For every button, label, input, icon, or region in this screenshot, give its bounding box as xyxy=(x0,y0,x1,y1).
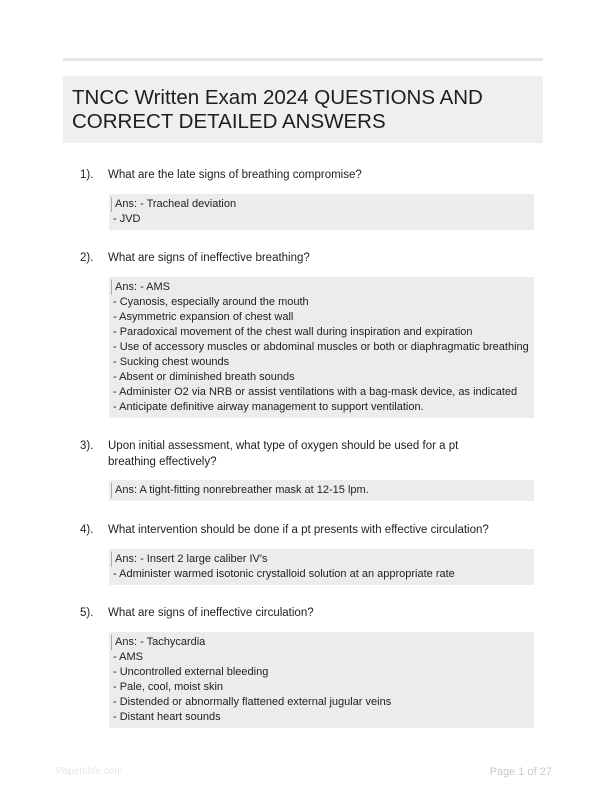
question-text: What are signs of ineffective breathing? xyxy=(108,252,310,264)
question-number: 5). xyxy=(80,607,94,619)
answer-line: Ans: - Insert 2 large caliber IV's xyxy=(111,552,534,567)
answer-line: - Anticipate definitive airway management to support ventilation. xyxy=(113,401,424,413)
question-text: What are the late signs of breathing compromise? xyxy=(108,169,362,181)
answer-line: - Use of accessory muscles or abdominal muscles or both or diaphragmatic breathing xyxy=(113,341,529,353)
document-title: TNCC Written Exam 2024 QUESTIONS AND CORRECT DETAILED ANSWERS xyxy=(72,86,483,133)
question-number: 3). xyxy=(80,440,94,452)
answer-line: - Cyanosis, especially around the mouth xyxy=(113,296,309,308)
page-number: Page 1 of 27 xyxy=(489,766,552,778)
answer-line: - Sucking chest wounds xyxy=(113,356,230,368)
answer-line: - Administer O2 via NRB or assist ventilations with a bag-mask device, as indicated xyxy=(113,386,518,398)
question-number: 4). xyxy=(80,524,94,536)
answer-box xyxy=(109,194,534,230)
answer-box xyxy=(109,277,534,418)
answer-line: - JVD xyxy=(113,213,141,225)
answer-line: - Paradoxical movement of the chest wall during inspiration and expiration xyxy=(113,326,473,338)
answer-line: - Pale, cool, moist skin xyxy=(113,681,224,693)
answer-line: - Distant heart sounds xyxy=(113,711,221,723)
answer-line: Ans: - Tachycardia xyxy=(111,635,534,650)
answer-line: - AMS xyxy=(113,651,143,663)
answer-line: Ans: - Tracheal deviation xyxy=(111,197,534,212)
answer-line: Ans: A tight-fitting nonrebreather mask at 12-15 lpm. xyxy=(111,483,534,498)
question-text: What are signs of ineffective circulation? xyxy=(108,607,314,619)
top-divider xyxy=(63,58,543,61)
answer-line: - Absent or diminished breath sounds xyxy=(113,371,295,383)
answer-line: - Administer warmed isotonic crystalloid solution at an appropriate rate xyxy=(113,568,455,580)
title-banner xyxy=(63,76,543,143)
answer-line: - Asymmetric expansion of chest wall xyxy=(113,311,294,323)
footer-watermark: Papertible.com xyxy=(56,766,123,777)
question-text: What intervention should be done if a pt presents with effective circulation? xyxy=(108,524,489,536)
answer-line: - Distended or abnormally flattened external jugular veins xyxy=(113,696,392,708)
answer-line: Ans: - AMS xyxy=(111,280,534,295)
answer-box xyxy=(109,632,534,728)
answer-box xyxy=(109,480,534,501)
question-number: 1). xyxy=(80,169,94,181)
question-text: Upon initial assessment, what type of oxygen should be used for a pt breathing effectively? xyxy=(108,440,459,468)
answer-box xyxy=(109,549,534,585)
answer-line: - Uncontrolled external bleeding xyxy=(113,666,269,678)
question-number: 2). xyxy=(80,252,94,264)
